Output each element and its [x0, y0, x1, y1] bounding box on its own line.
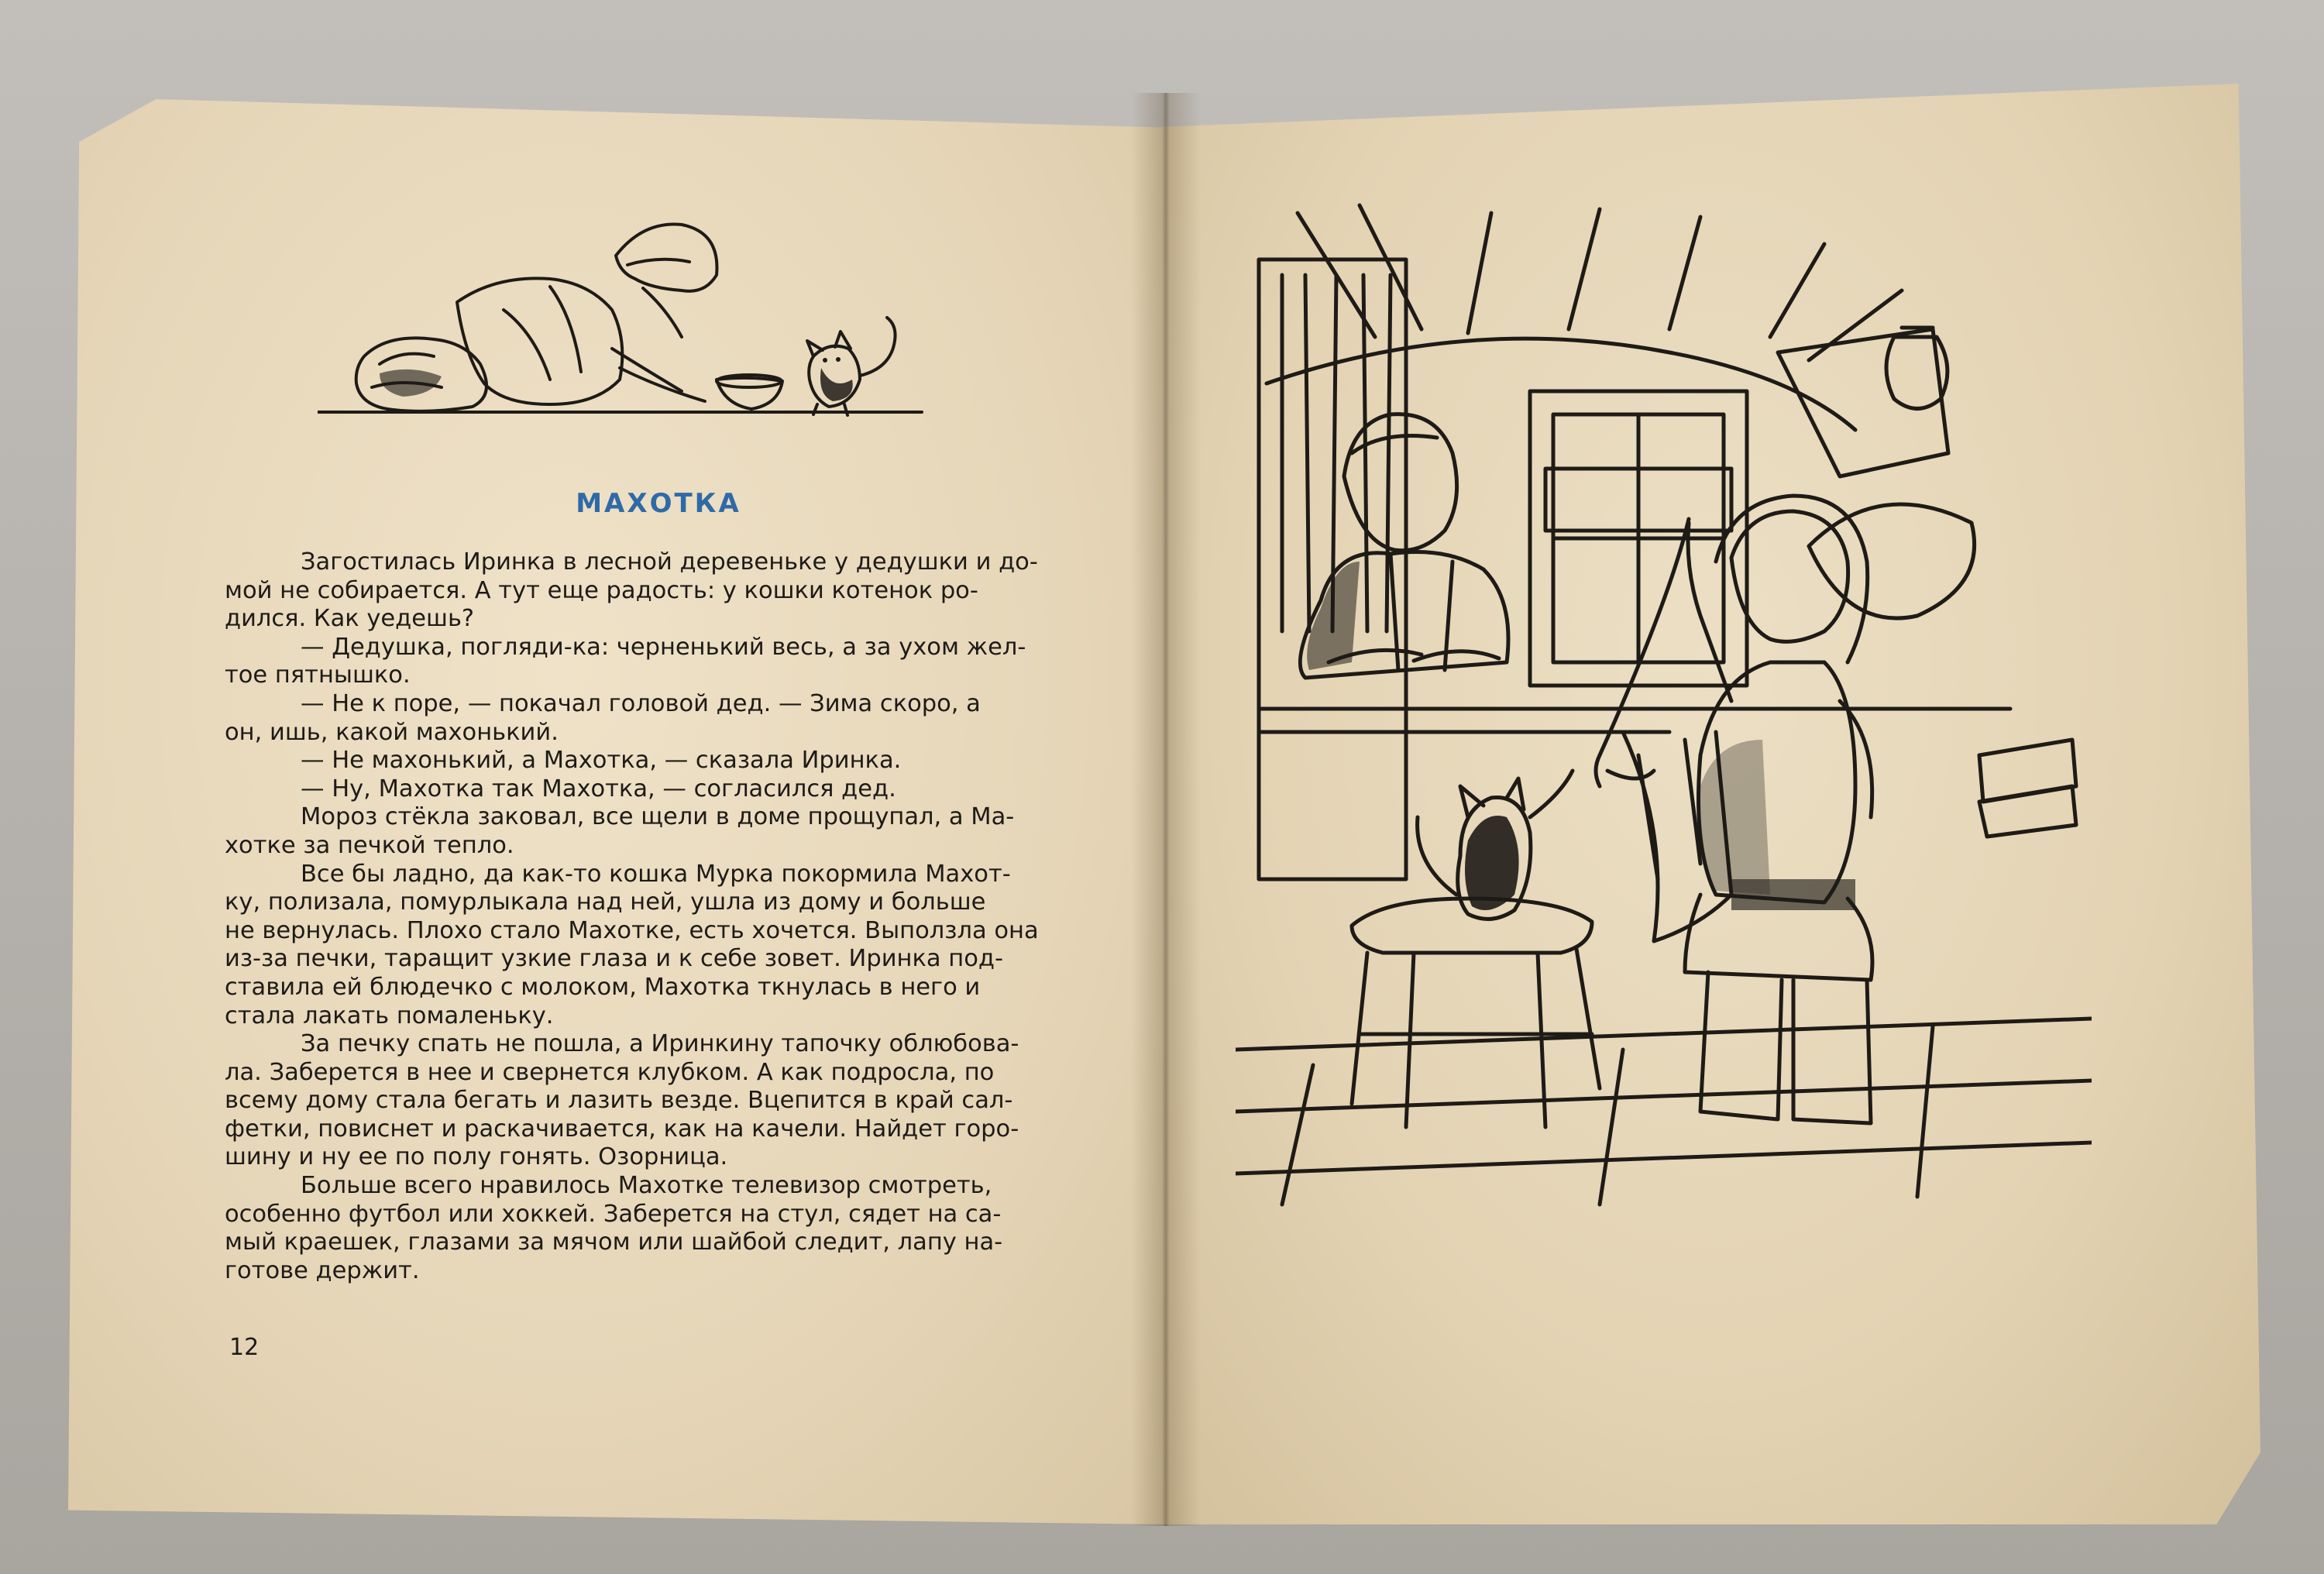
story-title: МАХОТКА	[576, 488, 741, 519]
story-line: тое пятнышко.	[225, 662, 411, 689]
story-line: — Не махонький, а Махотка, — сказала Иринка.	[301, 747, 902, 775]
story-line: не вернулась. Плохо стало Махотке, есть хочется. Выползла она	[225, 916, 1039, 944]
story-line: Мороз стёкла заковал, все щели в доме прощупал, а Ма-	[301, 803, 1015, 831]
story-line: ла. Заберется в нее и свернется клубком. А как подросла, по	[225, 1058, 995, 1086]
story-line: мой не собирается. А тут еще радость: у кошки котенок ро-	[225, 576, 978, 604]
story-line: ку, полизала, помурлыкала над ней, ушла из дому и больше	[225, 888, 986, 916]
story-line: — Не к поре, — покачал головой дед. — Зима скоро, а	[301, 689, 981, 717]
story-text	[225, 548, 1065, 1285]
illustration-girl-and-kitten	[318, 201, 984, 457]
story-line: готове держит.	[225, 1256, 420, 1284]
story-line: стала лакать помаленьку.	[225, 1002, 554, 1029]
story-line: он, ишь, какой махонький.	[225, 718, 559, 746]
story-line: хотке за печкой тепло.	[225, 831, 514, 859]
story-line: За печку спать не пошла, а Иринкину тапочку облюбова-	[301, 1030, 1019, 1058]
story-line: Загостилась Иринка в лесной деревеньке у дедушки и до-	[301, 548, 1038, 576]
illustration-grandfather-girl-kitten	[1236, 198, 2092, 1208]
story-line: ставила ей блюдечко с молоком, Махотка ткнулась в него и	[225, 973, 981, 1001]
story-line: Больше всего нравилось Махотке телевизор смотреть,	[301, 1172, 992, 1200]
story-line: — Ну, Махотка так Махотка, — согласился дед.	[301, 775, 896, 802]
story-line: Все бы ладно, да как-то кошка Мурка покормила Махот-	[301, 860, 1011, 888]
story-line: из-за печки, таращит узкие глаза и к себе зовет. Иринка под-	[225, 945, 1003, 973]
story-line: шину и ну ее по полу гонять. Озорница.	[225, 1143, 728, 1171]
story-line: всему дому стала бегать и лазить везде. Вцепится в край сал-	[225, 1087, 1013, 1115]
story-line: фетки, повиснет и раскачивается, как на качели. Найдет горо-	[225, 1115, 1019, 1143]
book-gutter	[1131, 93, 1201, 1526]
story-line: дился. Как уедешь?	[225, 605, 475, 633]
story-line: — Дедушка, погляди-ка: черненький весь, а за ухом жел-	[301, 633, 1026, 661]
page-number: 12	[229, 1334, 260, 1361]
story-line: мый краешек, глазами за мячом или шайбой следит, лапу на-	[225, 1229, 1003, 1256]
story-line: особенно футбол или хоккей. Заберется на стул, сядет на са-	[225, 1200, 1002, 1228]
